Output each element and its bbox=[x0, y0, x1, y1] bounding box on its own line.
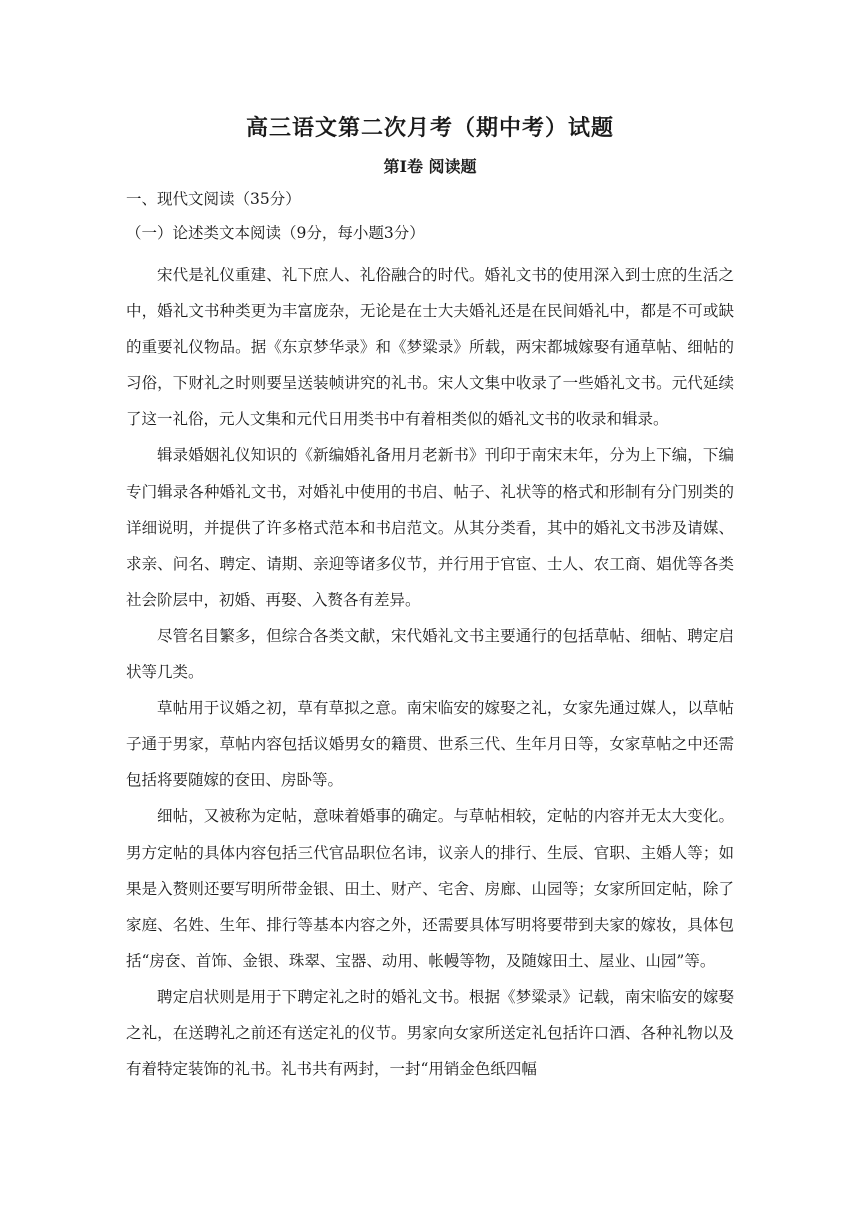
paragraph-1: 宋代是礼仪重建、礼下庶人、礼俗融合的时代。婚礼文书的使用深入到士庶的生活之中，婚礼文书种类更为丰富庞杂，无论是在士大夫婚礼还是在民间婚礼中，都是不可或缺的重要礼仪物品。据《东京梦华录》和《梦粱录》所载，两宋都城嫁娶有通草帖、细帖的习俗，下财礼之时则要呈送装帧讲究的礼书。宋人文集中收录了一些婚礼文书。元代延续了这一礼俗，元人文集和元代日用类书中有着相类似的婚礼文书的收录和辑录。 bbox=[126, 266, 734, 429]
paragraph-2: 辑录婚姻礼仪知识的《新编婚礼备用月老新书》刊印于南宋末年，分为上下编，下编专门辑录各种婚礼文书，对婚礼中使用的书启、帖子、礼状等的格式和形制有分门别类的详细说明，并提供了许多格式范本和书启范文。从其分类看，其中的婚礼文书涉及请媒、求亲、问名、聘定、请期、亲迎等诸多仪节，并行用于官宦、士人、农工商、娼优等各类社会阶层中，初婚、再娶、入赘各有差异。 bbox=[126, 446, 734, 609]
subsection-heading: （一）论述类文本阅读（9分，每小题3分） bbox=[126, 224, 425, 242]
paragraph-3: 尽管名目繁多，但综合各类文献，宋代婚礼文书主要通行的包括草帖、细帖、聘定启状等几类。 bbox=[126, 626, 734, 682]
paragraph-4: 草帖用于议婚之初，草有草拟之意。南宋临安的嫁娶之礼，女家先通过媒人，以草帖子通于男家，草帖内容包括议婚男女的籍贯、世系三代、生年月日等，女家草帖之中还需包括将要随嫁的奁田、房卧等。 bbox=[126, 699, 734, 790]
paragraph-6: 聘定启状则是用于下聘定礼之时的婚礼文书。根据《梦粱录》记载，南宋临安的嫁娶之礼，在送聘礼之前还有送定礼的仪节。男家向女家所送定礼包括许口酒、各种礼物以及有着特定装饰的礼书。礼书共有两封，一封“用销金色纸四幅 bbox=[126, 987, 734, 1079]
exam-title: 高三语文第二次月考（期中考）试题 bbox=[245, 115, 614, 141]
article-body bbox=[126, 257, 734, 1087]
section-heading: 一、现代文阅读（35分） bbox=[126, 190, 301, 208]
part-heading: 第Ⅰ卷 阅读题 bbox=[383, 157, 477, 176]
paragraph-5: 细帖，又被称为定帖，意味着婚事的确定。与草帖相较，定帖的内容并无太大变化。男方定帖的具体内容包括三代官品职位名讳，议亲人的排行、生辰、官职、主婚人等；如果是入赘则还要写明所带金银、田土、财产、宅舍、房廊、山园等；女家所回定帖，除了家庭、名姓、生年、排行等基本内容之外，还需要具体写明将要带到夫家的嫁妆，具体包括“房奁、首饰、金银、珠翠、宝器、动用、帐幔等物，及随嫁田土、屋业、山园”等。 bbox=[126, 807, 734, 970]
